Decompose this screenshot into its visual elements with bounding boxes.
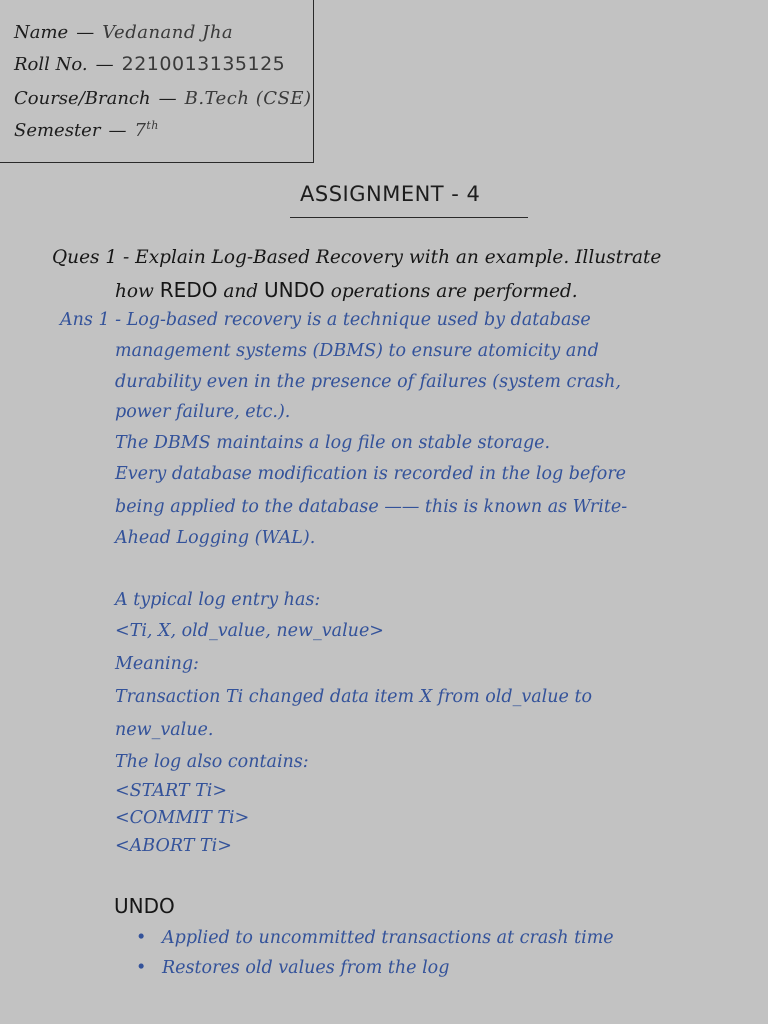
- page-title: ASSIGNMENT - 4: [300, 182, 481, 206]
- answer-line-8: Ahead Logging (WAL).: [115, 528, 316, 548]
- course-row: [14, 88, 312, 109]
- answer-line-4: power failure, etc.).: [115, 402, 291, 422]
- course-label: Course/Branch: [14, 88, 151, 109]
- undo-bullet-2: • Restores old values from the log: [136, 958, 449, 978]
- answer-line-7: being applied to the database —— this is known as Write-: [115, 497, 628, 517]
- roll-value: 2210013135125: [121, 53, 286, 75]
- question-line-2: [115, 278, 578, 302]
- separator: —: [95, 54, 114, 75]
- log-entry-format: <Ti, X, old_value, new_value>: [115, 621, 384, 641]
- answer-line-9: A typical log entry has:: [115, 590, 321, 610]
- question-word: operations are performed.: [330, 281, 578, 302]
- question-line-1: Ques 1 - Explain Log-Based Recovery with an example. Illustrate: [52, 247, 662, 268]
- semester-row: [14, 119, 159, 141]
- log-abort-record: <ABORT Ti>: [115, 836, 232, 856]
- answer-line-6: Every database modification is recorded in the log before: [115, 464, 627, 484]
- semester-value: 7: [134, 120, 147, 141]
- answer-line-2: management systems (DBMS) to ensure atomicity and: [115, 341, 599, 361]
- question-word: and: [223, 281, 259, 302]
- answer-line-5: The DBMS maintains a log file on stable storage.: [115, 433, 551, 453]
- course-value: B.Tech (CSE): [184, 88, 312, 109]
- title-underline: [290, 217, 528, 218]
- undo-keyword: UNDO: [264, 278, 325, 302]
- separator: —: [158, 88, 177, 109]
- semester-suffix: th: [146, 119, 159, 132]
- roll-label: Roll No.: [14, 54, 88, 75]
- semester-label: Semester: [14, 120, 101, 141]
- question-word: how: [115, 281, 154, 302]
- name-value: Vedanand Jha: [102, 22, 234, 43]
- undo-heading: UNDO: [114, 894, 175, 918]
- answer-line-12: Transaction Ti changed data item X from old_value to: [115, 687, 593, 707]
- name-row: [14, 22, 233, 43]
- undo-bullet-1: • Applied to uncommitted transactions at crash time: [136, 928, 614, 948]
- redo-keyword: REDO: [159, 278, 218, 302]
- separator: —: [76, 22, 95, 43]
- separator: —: [108, 120, 127, 141]
- answer-line-3: durability even in the presence of failures (system crash,: [115, 372, 621, 392]
- log-start-record: <START Ti>: [115, 781, 228, 801]
- answer-line-11: Meaning:: [115, 654, 199, 674]
- answer-line-1: Ans 1 - Log-based recovery is a technique used by database: [60, 310, 591, 330]
- log-commit-record: <COMMIT Ti>: [115, 808, 250, 828]
- name-label: Name: [14, 22, 69, 43]
- answer-line-13: new_value.: [115, 720, 214, 740]
- answer-line-14: The log also contains:: [115, 752, 309, 772]
- roll-row: [14, 53, 285, 75]
